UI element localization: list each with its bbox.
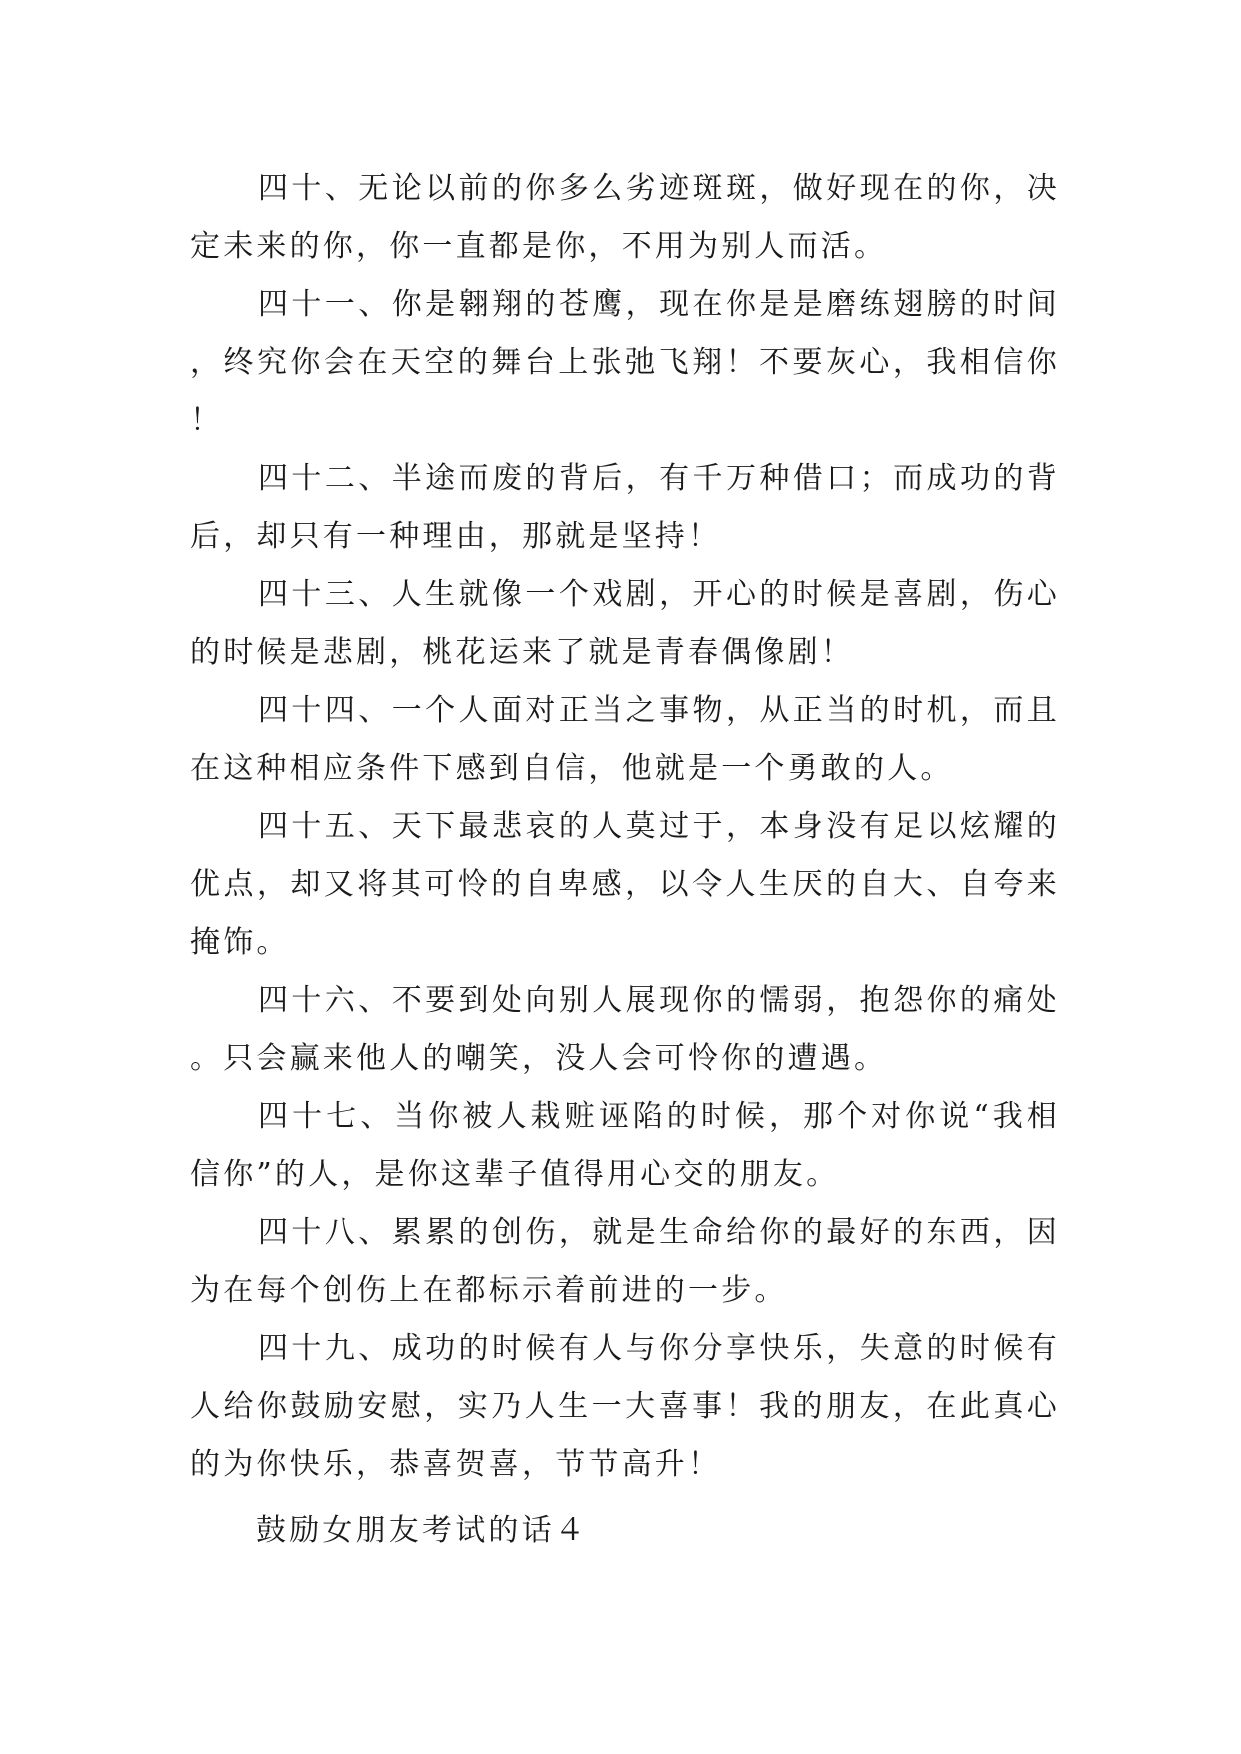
- paragraph-43: 四十三、人生就像一个戏剧，开心的时候是喜剧，伤心的时候是悲剧，桃花运来了就是青春偶像剧！: [190, 577, 1060, 670]
- paragraph-48: 四十八、累累的创伤，就是生命给你的最好的东西，因为在每个创伤上在都标示着前进的一步。: [190, 1215, 1060, 1308]
- paragraph-45: 四十五、天下最悲哀的人莫过于，本身没有足以炫耀的优点，却又将其可怜的自卑感，以令人生厌的自大、自夸来掩饰。: [190, 809, 1060, 960]
- paragraph-41: 四十一、你是翱翔的苍鹰，现在你是是磨练翅膀的时间，终究你会在天空的舞台上张弛飞翔！不要灰心，我相信你！: [190, 287, 1060, 438]
- document-body: [190, 160, 1060, 1494]
- paragraph-42: 四十二、半途而废的背后，有千万种借口；而成功的背后，却只有一种理由，那就是坚持！: [190, 461, 1060, 554]
- paragraph-40: 四十、无论以前的你多么劣迹斑斑，做好现在的你，决定未来的你，你一直都是你，不用为别人而活。: [190, 171, 1060, 264]
- paragraph-44: 四十四、一个人面对正当之事物，从正当的时机，而且在这种相应条件下感到自信，他就是一个勇敢的人。: [190, 693, 1060, 786]
- section-heading: 鼓励女朋友考试的话４: [256, 1513, 588, 1548]
- paragraph-47: 四十七、当你被人栽赃诬陷的时候，那个对你说“我相信你”的人，是你这辈子值得用心交的朋友。: [190, 1099, 1060, 1192]
- paragraph-49: 四十九、成功的时候有人与你分享快乐，失意的时候有人给你鼓励安慰，实乃人生一大喜事！我的朋友，在此真心的为你快乐，恭喜贺喜，节节高升！: [190, 1331, 1060, 1482]
- paragraph-46: 四十六、不要到处向别人展现你的懦弱，抱怨你的痛处。只会赢来他人的嘲笑，没人会可怜你的遭遇。: [190, 983, 1060, 1076]
